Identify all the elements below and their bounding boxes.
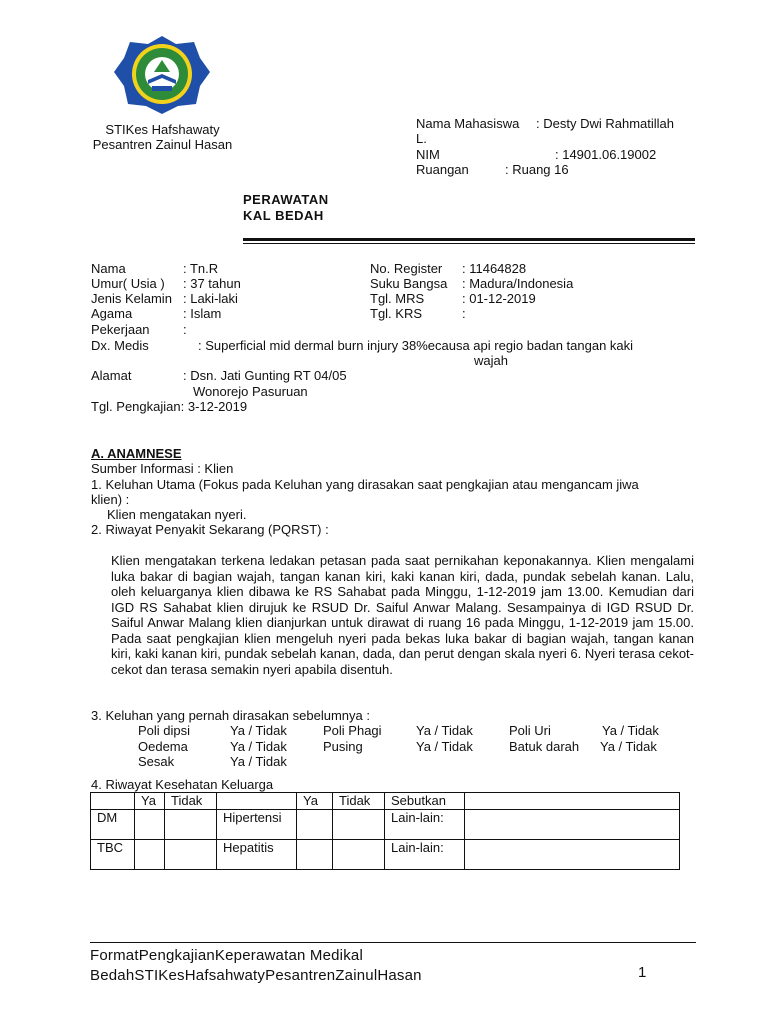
q1-line2: klien) : bbox=[91, 492, 130, 507]
table-header-cell bbox=[465, 793, 680, 810]
krs-label: Tgl. KRS bbox=[370, 306, 423, 321]
dx-label: Dx. Medis bbox=[91, 338, 149, 353]
footer-rule bbox=[90, 942, 696, 943]
complaint-name: Poli Phagi bbox=[323, 723, 382, 738]
register-value: : 11464828 bbox=[462, 261, 527, 276]
krs-value: : bbox=[462, 306, 466, 321]
student-name-value: : Desty Dwi Rahmatillah bbox=[536, 116, 674, 131]
info-source: Sumber Informasi : Klien bbox=[91, 461, 234, 476]
complaint-option: Ya / Tidak bbox=[230, 739, 287, 754]
ethnic-label: Suku Bangsa bbox=[370, 276, 448, 291]
complaint-name: Poli Uri bbox=[509, 723, 551, 738]
room-label: Ruangan bbox=[416, 162, 469, 177]
student-name-cont: L. bbox=[416, 131, 427, 146]
table-header-cell: Ya bbox=[297, 793, 333, 810]
table-cell bbox=[135, 810, 165, 840]
institution-line2: Pesantren Zainul Hasan bbox=[92, 137, 233, 152]
table-cell: Hipertensi bbox=[217, 810, 297, 840]
complaint-name: Oedema bbox=[138, 739, 188, 754]
complaint-name: Poli dipsi bbox=[138, 723, 191, 738]
table-cell bbox=[333, 810, 385, 840]
table-row bbox=[91, 840, 680, 870]
q3-question: 3. Keluhan yang pernah dirasakan sebelumnya : bbox=[91, 708, 370, 723]
q2-answer: Klien mengatakan terkena ledakan petasan pada saat pernikahan keponakannya. Klien mengalami luka bakar di bagian wajah, tangan kanan kiri, kaki kanan kiri, dada, pundak sebelah kanan. Lalu, oleh keluarganya klien dibawa ke RS Sahabat pada Minggu, 1-12-2019 jam 13.00. Kemudian dari IGD RS Sahabat klien dirujuk ke RSUD Dr. Saiful Anwar Malang. Sesampainya di IGD RSUD Dr. Saiful Anwar Malang klien dianjurkan untuk dirawat di ruang 16 pada Minggu, 1-12-2019 jam 15.00. Pada saat pengkajian klien mengeluh nyeri pada bekas luka bakar di bagian wajah, tangan kanan kiri, kaki kanan kiri, pundak sebelah kanan, dada, dan perut dengan skala nyeri 6. Nyeri terasa cekot-cekot dan terasa semakin nyeri apabila disentuh. bbox=[111, 553, 694, 677]
complaint-name: Sesak bbox=[138, 754, 175, 769]
complaint-option: Ya / Tidak bbox=[416, 739, 473, 754]
register-label: No. Register bbox=[370, 261, 443, 276]
table-cell bbox=[297, 840, 333, 870]
patient-age-label: Umur( Usia ) bbox=[91, 276, 165, 291]
patient-job-value: : bbox=[183, 322, 187, 337]
table-header-cell: Ya bbox=[135, 793, 165, 810]
institution-name bbox=[80, 122, 245, 152]
nim-label: NIM bbox=[416, 147, 440, 162]
title-rule-thin bbox=[243, 243, 695, 244]
page-number: 1 bbox=[638, 964, 647, 981]
table-header-cell bbox=[91, 793, 135, 810]
ethnic-value: : Madura/Indonesia bbox=[462, 276, 574, 291]
doc-title-line2: KAL BEDAH bbox=[243, 208, 324, 223]
complaint-option: Ya / Tidak bbox=[602, 723, 659, 738]
table-cell bbox=[465, 840, 680, 870]
footer-line1: FormatPengkajianKeperawatan Medikal bbox=[90, 947, 363, 964]
complaint-option: Ya / Tidak bbox=[600, 739, 657, 754]
q2-question: 2. Riwayat Penyakit Sekarang (PQRST) : bbox=[91, 522, 329, 537]
complaint-name: Pusing bbox=[323, 739, 363, 754]
table-cell bbox=[165, 840, 217, 870]
complaint-option: Ya / Tidak bbox=[230, 723, 287, 738]
patient-religion-value: : Islam bbox=[183, 306, 222, 321]
patient-name-value: : Tn.R bbox=[183, 261, 219, 276]
anamnese-heading: A. ANAMNESE bbox=[91, 446, 182, 461]
table-header-cell: Sebutkan bbox=[385, 793, 465, 810]
mrs-label: Tgl. MRS bbox=[370, 291, 425, 306]
address-line2: Wonorejo Pasuruan bbox=[193, 384, 308, 399]
patient-name-label: Nama bbox=[91, 261, 126, 276]
family-history-table bbox=[90, 792, 680, 870]
table-cell: DM bbox=[91, 810, 135, 840]
institution-line1: STIKes Hafshawaty bbox=[105, 122, 220, 137]
table-cell bbox=[135, 840, 165, 870]
table-cell: TBC bbox=[91, 840, 135, 870]
nim-value: : 14901.06.19002 bbox=[555, 147, 657, 162]
q4-question: 4. Riwayat Kesehatan Keluarga bbox=[91, 777, 274, 792]
patient-sex-value: : Laki-laki bbox=[183, 291, 238, 306]
dx-value-cont: wajah bbox=[474, 353, 508, 368]
dx-value: : Superficial mid dermal burn injury 38%ecausa api regio badan tangan kaki bbox=[198, 338, 634, 353]
table-header-cell: Tidak bbox=[165, 793, 217, 810]
assessment-date: Tgl. Pengkajian: 3-12-2019 bbox=[91, 399, 248, 414]
complaint-option: Ya / Tidak bbox=[416, 723, 473, 738]
q1-answer: Klien mengatakan nyeri. bbox=[107, 507, 247, 522]
stikes-logo bbox=[112, 34, 212, 114]
footer-line2: BedahSTIKesHafsahwatyPesantrenZainulHasan bbox=[90, 967, 422, 984]
student-name-label: Nama Mahasiswa bbox=[416, 116, 520, 131]
table-header-row bbox=[91, 793, 680, 810]
address-line1: : Dsn. Jati Gunting RT 04/05 bbox=[183, 368, 347, 383]
table-cell bbox=[333, 840, 385, 870]
patient-religion-label: Agama bbox=[91, 306, 133, 321]
table-header-cell: Tidak bbox=[333, 793, 385, 810]
table-header-cell bbox=[217, 793, 297, 810]
mrs-value: : 01-12-2019 bbox=[462, 291, 536, 306]
patient-age-value: : 37 tahun bbox=[183, 276, 241, 291]
table-cell bbox=[465, 810, 680, 840]
patient-sex-label: Jenis Kelamin bbox=[91, 291, 172, 306]
footer bbox=[90, 946, 422, 986]
doc-title-line1: PERAWATAN bbox=[243, 192, 329, 207]
q1-line1: 1. Keluhan Utama (Fokus pada Keluhan yang dirasakan saat pengkajian atau mengancam jiwa bbox=[91, 477, 639, 492]
table-cell bbox=[297, 810, 333, 840]
complaint-option: Ya / Tidak bbox=[230, 754, 287, 769]
complaint-name: Batuk darah bbox=[509, 739, 580, 754]
table-row bbox=[91, 810, 680, 840]
patient-job-label: Pekerjaan bbox=[91, 322, 150, 337]
table-cell: Lain-lain: bbox=[385, 810, 465, 840]
table-cell bbox=[165, 810, 217, 840]
table-cell: Lain-lain: bbox=[385, 840, 465, 870]
table-cell: Hepatitis bbox=[217, 840, 297, 870]
address-label: Alamat bbox=[91, 368, 132, 383]
title-rule-thick bbox=[243, 238, 695, 241]
room-value: : Ruang 16 bbox=[505, 162, 569, 177]
